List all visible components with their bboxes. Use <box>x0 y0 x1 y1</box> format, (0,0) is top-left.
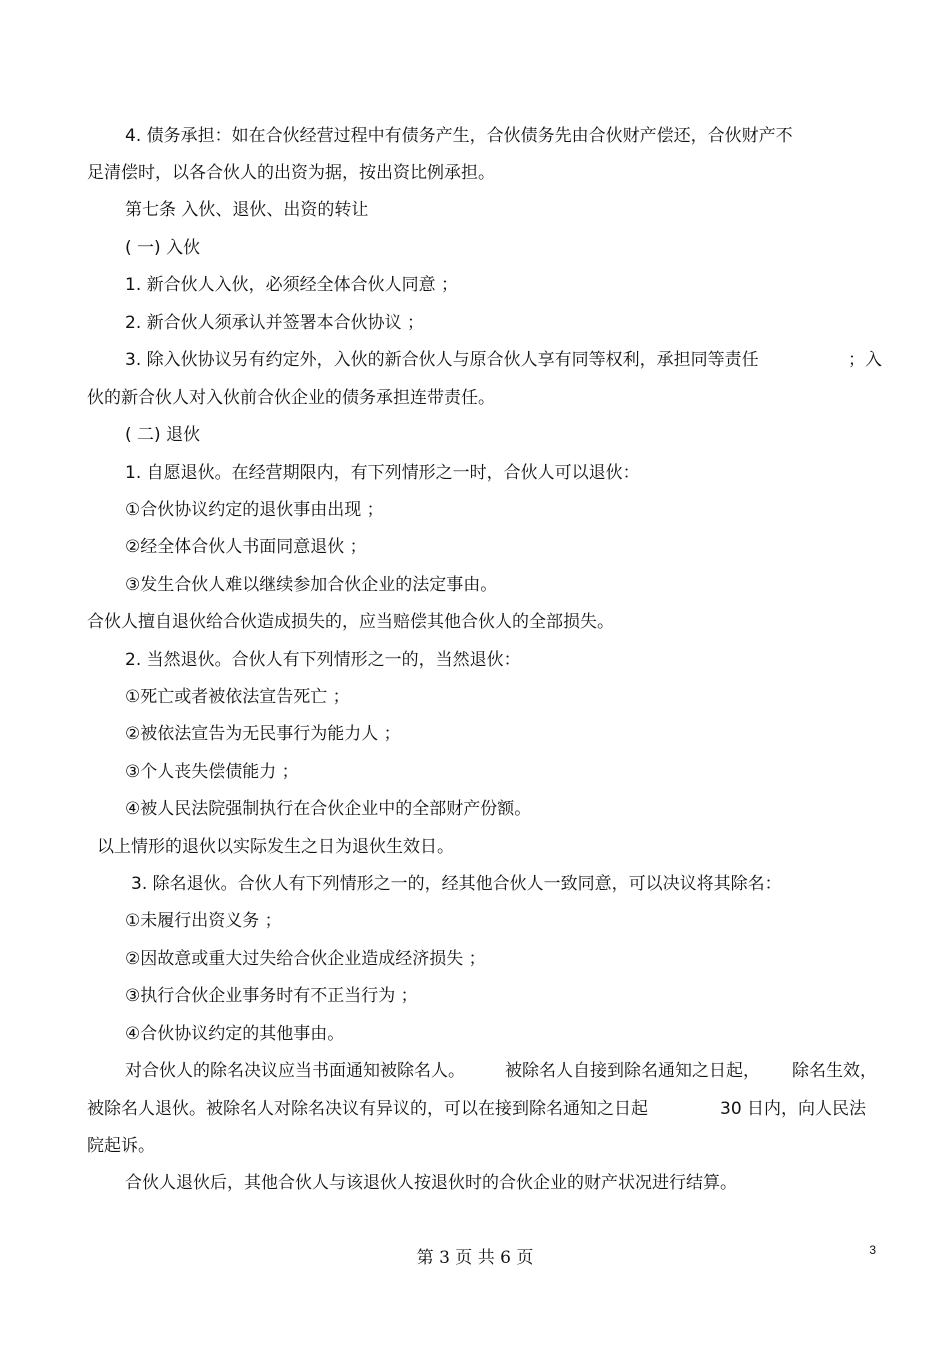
list-item: ④合伙协议约定的其他事由。 <box>125 1024 345 1044</box>
paragraph-line: 3. 除名退伙。合伙人有下列情形之一的，经其他合伙人一致同意，可以决议将其除名： <box>131 874 782 894</box>
paragraph-line: 被除名人退伙。被除名人对除名决议有异议的，可以在接到除名通知之日起 <box>87 1099 648 1119</box>
list-item: ③个人丧失偿债能力 ； <box>125 762 299 782</box>
paragraph-line: 2. 新合伙人须承认并签署本合伙协议 ； <box>125 313 425 333</box>
paragraph-line-segment: 除名生效， <box>792 1061 877 1081</box>
list-item: ④被人民法院强制执行在合伙企业中的全部财产份额。 <box>125 799 532 819</box>
paragraph-line: 合伙人退伙后，其他合伙人与该退伙人按退伙时的合伙企业的财产状况进行结算。 <box>125 1173 737 1193</box>
list-item: ②经全体合伙人书面同意退伙 ； <box>125 537 367 557</box>
paragraph-line: 1. 新合伙人入伙，必须经全体合伙人同意 ； <box>125 275 459 295</box>
list-item: ①死亡或者被依法宣告死亡 ； <box>125 687 350 707</box>
paragraph-line: 4. 债务承担：如在合伙经营过程中有债务产生，合伙债务先由合伙财产偿还，合伙财产不 <box>125 126 793 146</box>
paragraph-line-segment: 30 日内，向人民法 <box>720 1099 867 1119</box>
list-item: ①未履行出资义务 ； <box>125 911 282 931</box>
paragraph-line: 对合伙人的除名决议应当书面通知被除名人。 <box>125 1061 465 1081</box>
list-item: ①合伙协议约定的退伙事由出现 ； <box>125 500 384 520</box>
section-heading: 第七条 入伙、退伙、出资的转让 <box>125 200 369 220</box>
paragraph-line-tail: ；入 <box>848 350 882 370</box>
paragraph-line: 2. 当然退伙。合伙人有下列情形之一的，当然退伙： <box>125 650 521 670</box>
paragraph-line: 伙的新合伙人对入伙前合伙企业的债务承担连带责任。 <box>87 388 495 408</box>
list-item: ③执行合伙企业事务时有不正当行为 ； <box>125 986 418 1006</box>
page-footer: 第 3 页 共 6 页 <box>416 1248 534 1268</box>
list-item: ②被依法宣告为无民事行为能力人 ； <box>125 724 401 744</box>
subsection-heading: ( 二) 退伙 <box>125 425 201 445</box>
page-number: 3 <box>869 1243 876 1257</box>
paragraph-line: 3. 除入伙协议另有约定外，入伙的新合伙人与原合伙人享有同等权利，承担同等责任 <box>125 350 759 370</box>
paragraph-line: 以上情形的退伙以实际发生之日为退伙生效日。 <box>97 837 454 857</box>
list-item: ③发生合伙人难以继续参加合伙企业的法定事由。 <box>125 575 498 595</box>
subsection-heading: ( 一) 入伙 <box>125 238 201 258</box>
paragraph-line: 院起诉。 <box>87 1136 155 1156</box>
paragraph-line: 合伙人擅自退伙给合伙造成损失的，应当赔偿其他合伙人的全部损失。 <box>87 612 614 632</box>
list-item: ②因故意或重大过失给合伙企业造成经济损失 ； <box>125 949 486 969</box>
paragraph-line: 1. 自愿退伙。在经营期限内，有下列情形之一时，合伙人可以退伙： <box>125 463 640 483</box>
paragraph-line-segment: 被除名人自接到除名通知之日起， <box>505 1061 760 1081</box>
paragraph-line: 足清偿时，以各合伙人的出资为据，按出资比例承担。 <box>87 163 495 183</box>
